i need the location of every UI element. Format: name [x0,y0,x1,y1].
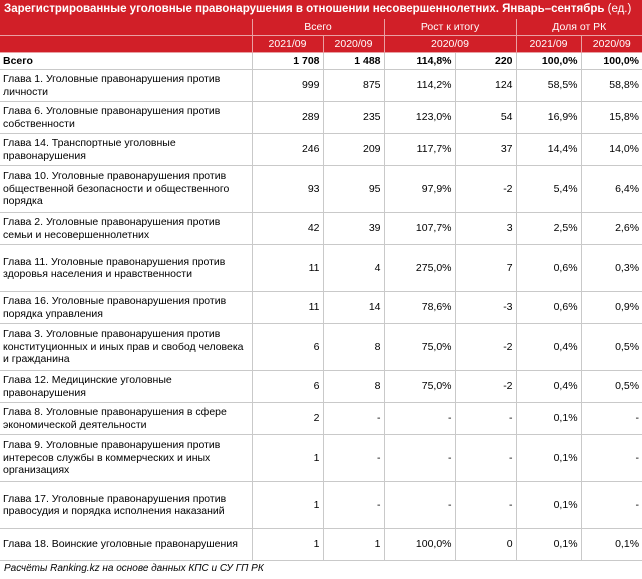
growth-absolute-cell: -2 [455,324,516,371]
share-2021-cell: 5,4% [516,166,581,213]
crime-table [0,19,642,561]
growth-percent-cell: 100,0% [384,529,455,561]
growth-percent-cell: 275,0% [384,245,455,292]
row-label: Глава 18. Воинские уголовные правонарушения [0,529,252,561]
share-2021-cell: 0,1% [516,403,581,435]
value-2021-cell: 11 [252,245,323,292]
row-label: Глава 17. Уголовные правонарушения против правосудия и порядка исполнения наказаний [0,482,252,529]
header-corner [0,19,252,36]
share-2021-cell: 58,5% [516,70,581,102]
row-label: Глава 16. Уголовные правонарушения против порядка управления [0,292,252,324]
row-label: Глава 8. Уголовные правонарушения в сфере экономической деятельности [0,403,252,435]
value-2021-cell: 11 [252,292,323,324]
growth-percent-cell: 114,8% [384,53,455,70]
value-2021-cell: 42 [252,213,323,245]
growth-absolute-cell: 124 [455,70,516,102]
share-2021-cell: 0,4% [516,324,581,371]
growth-percent-cell: 114,2% [384,70,455,102]
share-2021-cell: 16,9% [516,102,581,134]
value-2020-cell: - [323,482,384,529]
value-2021-cell: 999 [252,70,323,102]
title-text: Зарегистрированные уголовные правонарушения в отношении несовершеннолетних. Январь–сентябрь [4,3,605,15]
table-row [0,292,642,324]
row-label: Глава 12. Медицинские уголовные правонарушения [0,371,252,403]
table-row [0,102,642,134]
value-2020-cell: 235 [323,102,384,134]
value-2020-cell: - [323,403,384,435]
growth-absolute-cell: 0 [455,529,516,561]
table-title [0,0,642,19]
value-2020-cell: 875 [323,70,384,102]
row-label: Глава 1. Уголовные правонарушения против личности [0,70,252,102]
share-2020-cell: 0,9% [581,292,642,324]
share-2021-cell: 0,6% [516,292,581,324]
growth-percent-cell: 75,0% [384,324,455,371]
value-2020-cell: 209 [323,134,384,166]
growth-percent-cell: 75,0% [384,371,455,403]
header-group-total: Всего [252,19,384,36]
share-2021-cell: 0,6% [516,245,581,292]
table-row [0,482,642,529]
growth-percent-cell: 78,6% [384,292,455,324]
share-2021-cell: 0,1% [516,529,581,561]
row-label: Глава 11. Уголовные правонарушения против здоровья населения и нравственности [0,245,252,292]
total-row [0,53,642,70]
value-2020-cell: 1 488 [323,53,384,70]
growth-percent-cell: 97,9% [384,166,455,213]
table-row [0,435,642,482]
growth-percent-cell: 123,0% [384,102,455,134]
growth-absolute-cell: 3 [455,213,516,245]
share-2021-cell: 0,1% [516,482,581,529]
table-body [0,53,642,561]
title-unit: (ед.) [607,3,632,15]
share-2021-cell: 14,4% [516,134,581,166]
share-2020-cell: - [581,435,642,482]
value-2021-cell: 6 [252,324,323,371]
row-label: Глава 10. Уголовные правонарушения против общественной безопасности и общественного порядка [0,166,252,213]
table-row [0,324,642,371]
share-2020-cell: 0,5% [581,371,642,403]
growth-absolute-cell: -3 [455,292,516,324]
value-2020-cell: 14 [323,292,384,324]
row-label: Всего [0,53,252,70]
value-2020-cell: 8 [323,371,384,403]
growth-absolute-cell: - [455,435,516,482]
header-period: 2021/09 [252,36,323,53]
share-2021-cell: 0,4% [516,371,581,403]
value-2020-cell: 1 [323,529,384,561]
value-2021-cell: 1 [252,482,323,529]
header-period: 2021/09 [516,36,581,53]
share-2020-cell: 58,8% [581,70,642,102]
growth-percent-cell: 107,7% [384,213,455,245]
value-2020-cell: 95 [323,166,384,213]
growth-percent-cell: - [384,403,455,435]
growth-absolute-cell: - [455,482,516,529]
share-2021-cell: 0,1% [516,435,581,482]
header-period: 2020/09 [384,36,516,53]
table-row [0,371,642,403]
share-2020-cell: - [581,482,642,529]
growth-absolute-cell: -2 [455,371,516,403]
growth-absolute-cell: 220 [455,53,516,70]
growth-absolute-cell: -2 [455,166,516,213]
table-row [0,166,642,213]
share-2020-cell: - [581,403,642,435]
header-group-share: Доля от РК [516,19,642,36]
share-2020-cell: 100,0% [581,53,642,70]
value-2021-cell: 6 [252,371,323,403]
value-2020-cell: - [323,435,384,482]
share-2021-cell: 100,0% [516,53,581,70]
header-group-growth: Рост к итогу [384,19,516,36]
share-2020-cell: 0,3% [581,245,642,292]
value-2020-cell: 39 [323,213,384,245]
growth-absolute-cell: - [455,403,516,435]
row-label: Глава 3. Уголовные правонарушения против конституционных и иных прав и свобод человека и гражданина [0,324,252,371]
value-2021-cell: 289 [252,102,323,134]
value-2021-cell: 246 [252,134,323,166]
value-2021-cell: 1 708 [252,53,323,70]
share-2020-cell: 15,8% [581,102,642,134]
share-2020-cell: 0,1% [581,529,642,561]
share-2020-cell: 2,6% [581,213,642,245]
header-period: 2020/09 [581,36,642,53]
value-2021-cell: 1 [252,529,323,561]
row-label: Глава 9. Уголовные правонарушения против интересов службы в коммерческих и иных организациях [0,435,252,482]
share-2020-cell: 0,5% [581,324,642,371]
header-corner-2 [0,36,252,53]
value-2021-cell: 1 [252,435,323,482]
table-row [0,213,642,245]
growth-absolute-cell: 7 [455,245,516,292]
table-row [0,529,642,561]
growth-percent-cell: - [384,482,455,529]
source-note: Расчёты Ranking.kz на основе данных КПС и СУ ГП РК [4,563,264,574]
growth-absolute-cell: 54 [455,102,516,134]
share-2021-cell: 2,5% [516,213,581,245]
row-label: Глава 2. Уголовные правонарушения против семьи и несовершеннолетних [0,213,252,245]
table-row [0,134,642,166]
growth-percent-cell: 117,7% [384,134,455,166]
value-2020-cell: 8 [323,324,384,371]
row-label: Глава 14. Транспортные уголовные правонарушения [0,134,252,166]
share-2020-cell: 6,4% [581,166,642,213]
row-label: Глава 6. Уголовные правонарушения против собственности [0,102,252,134]
table-row [0,245,642,292]
value-2021-cell: 2 [252,403,323,435]
growth-absolute-cell: 37 [455,134,516,166]
header-period: 2020/09 [323,36,384,53]
value-2021-cell: 93 [252,166,323,213]
value-2020-cell: 4 [323,245,384,292]
table-row [0,70,642,102]
table-row [0,403,642,435]
growth-percent-cell: - [384,435,455,482]
share-2020-cell: 14,0% [581,134,642,166]
